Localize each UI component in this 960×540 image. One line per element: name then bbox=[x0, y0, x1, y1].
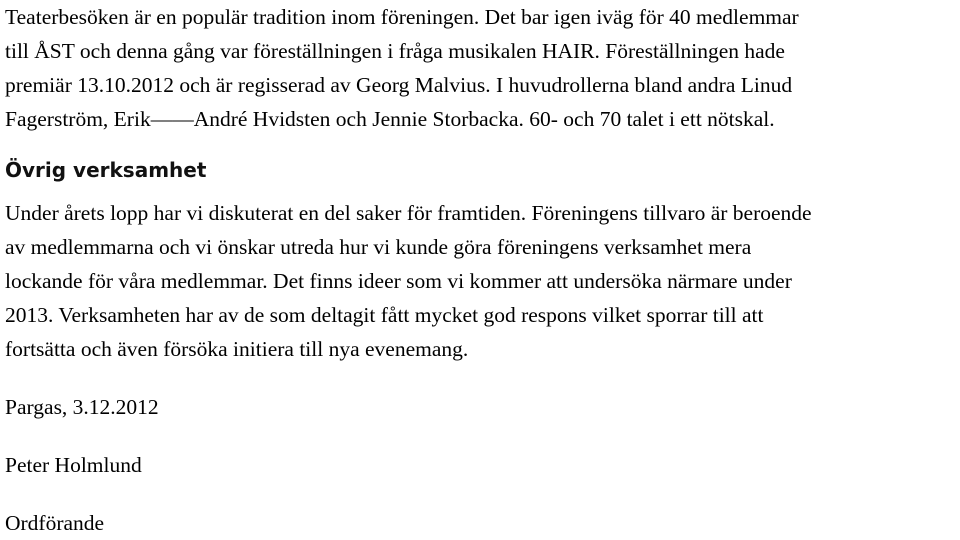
paragraph-line: Teaterbesöken är en populär tradition inom föreningen. Det bar igen iväg för 40 medlemmar bbox=[5, 5, 799, 29]
paragraph-line: Fagerström, Erik——André Hvidsten och Jennie Storbacka. 60- och 70 talet i ett nötskal. bbox=[5, 107, 775, 131]
paragraph-line: lockande för våra medlemmar. Det finns ideer som vi kommer att undersöka närmare under bbox=[5, 269, 792, 293]
paragraph-line: av medlemmarna och vi önskar utreda hur vi kunde göra föreningens verksamhet mera bbox=[5, 235, 752, 259]
paragraph-line: Under årets lopp har vi diskuterat en del saker för framtiden. Föreningens tillvaro är beroende bbox=[5, 201, 812, 225]
theatre-paragraph bbox=[5, 0, 955, 136]
other-activities-paragraph bbox=[5, 196, 957, 366]
paragraph-line: till ÅST och denna gång var föreställningen i fråga musikalen HAIR. Föreställningen hade bbox=[5, 39, 785, 63]
paragraph-line: fortsätta och även försöka initiera till nya evenemang. bbox=[5, 337, 469, 361]
signer-title: Ordförande bbox=[5, 511, 105, 535]
paragraph-line: 2013. Verksamheten har av de som deltagit fått mycket god respons vilket sporrar till att bbox=[5, 303, 764, 327]
section-heading: Övrig verksamhet bbox=[5, 158, 207, 182]
signer-name: Peter Holmlund bbox=[5, 453, 142, 477]
place-and-date: Pargas, 3.12.2012 bbox=[5, 395, 159, 419]
paragraph-line: premiär 13.10.2012 och är regisserad av Georg Malvius. I huvudrollerna bland andra Linud bbox=[5, 73, 793, 97]
